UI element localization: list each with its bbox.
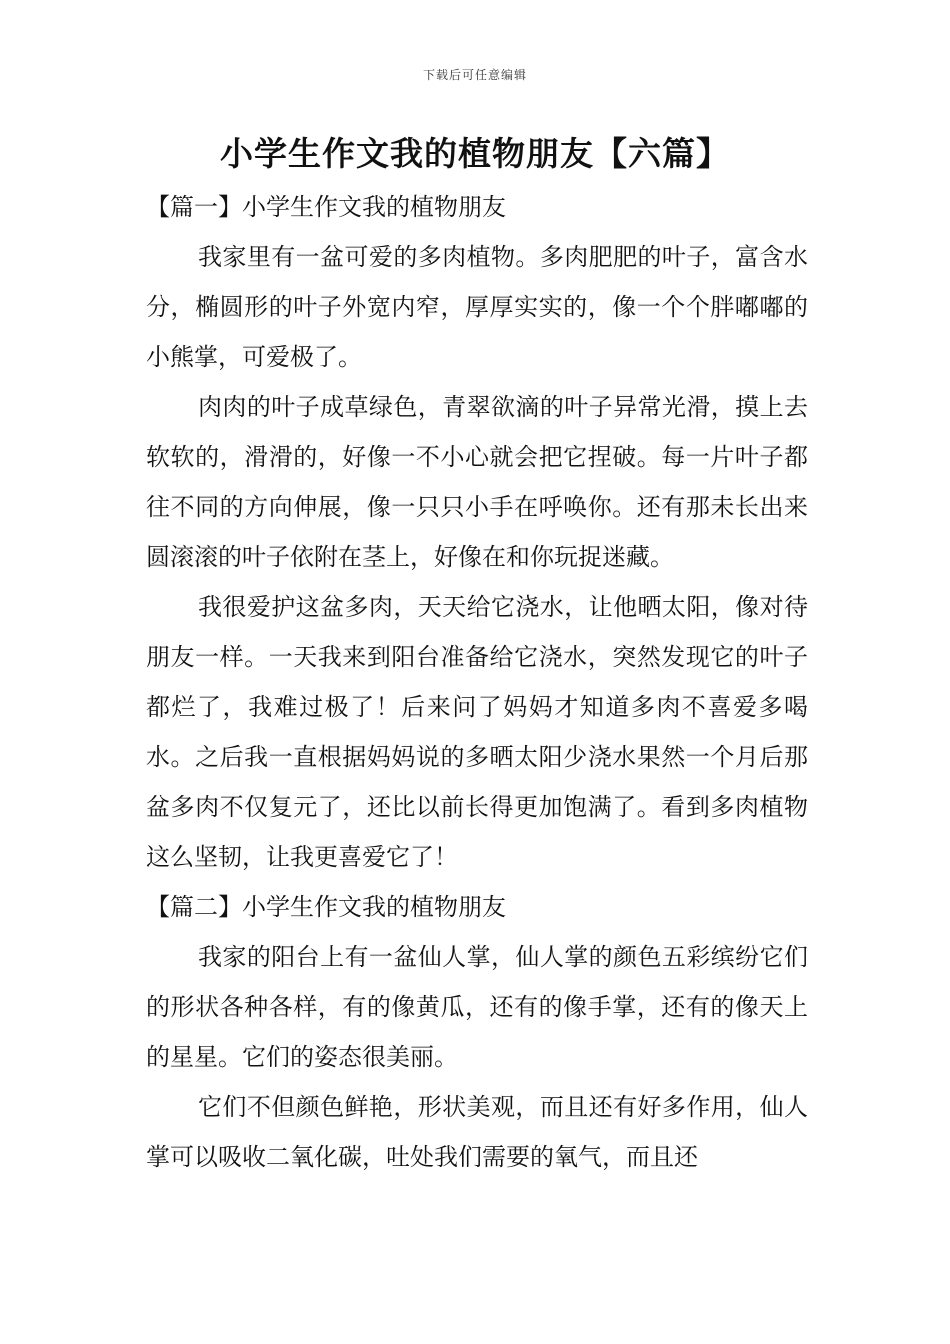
- paragraph: 我很爱护这盆多肉，天天给它浇水，让他晒太阳，像对待朋友一样。一天我来到阳台准备给它浇水，突然发现它的叶子都烂了，我难过极了！后来问了妈妈才知道多肉不喜爱多喝水。之后我一直根据妈妈说的多晒太阳少浇水果然一个月后那盆多肉不仅复元了，还比以前长得更加饱满了。看到多肉植物这么坚韧，让我更喜爱它了！: [146, 593, 808, 871]
- document-title: 小学生作文我的植物朋友【六篇】: [220, 134, 730, 173]
- paragraph: 肉肉的叶子成草绿色，青翠欲滴的叶子异常光滑，摸上去软软的，滑滑的，好像一不小心就会把它捏破。每一片叶子都往不同的方向伸展，像一只只小手在呼唤你。还有那未长出来圆滚滚的叶子依附在茎上，好像在和你玩捉迷藏。: [146, 393, 808, 571]
- section-heading: 【篇一】小学生作文我的植物朋友: [146, 193, 506, 221]
- page-header-note: 下载后可任意编辑: [422, 68, 527, 82]
- paragraph: 它们不但颜色鲜艳，形状美观，而且还有好多作用，仙人掌可以吸收二氧化碳，吐处我们需要的氧气，而且还: [146, 1093, 808, 1171]
- section-heading: 【篇二】小学生作文我的植物朋友: [146, 893, 506, 921]
- document-body: [146, 182, 808, 1182]
- section-1: [146, 182, 808, 882]
- paragraph: 我家里有一盆可爱的多肉植物。多肉肥肥的叶子，富含水分，椭圆形的叶子外宽内窄，厚厚实实的，像一个个胖嘟嘟的小熊掌，可爱极了。: [146, 243, 808, 371]
- section-2: [146, 882, 808, 1182]
- paragraph: 我家的阳台上有一盆仙人掌，仙人掌的颜色五彩缤纷它们的形状各种各样，有的像黄瓜，还有的像手掌，还有的像天上的星星。它们的姿态很美丽。: [146, 943, 808, 1071]
